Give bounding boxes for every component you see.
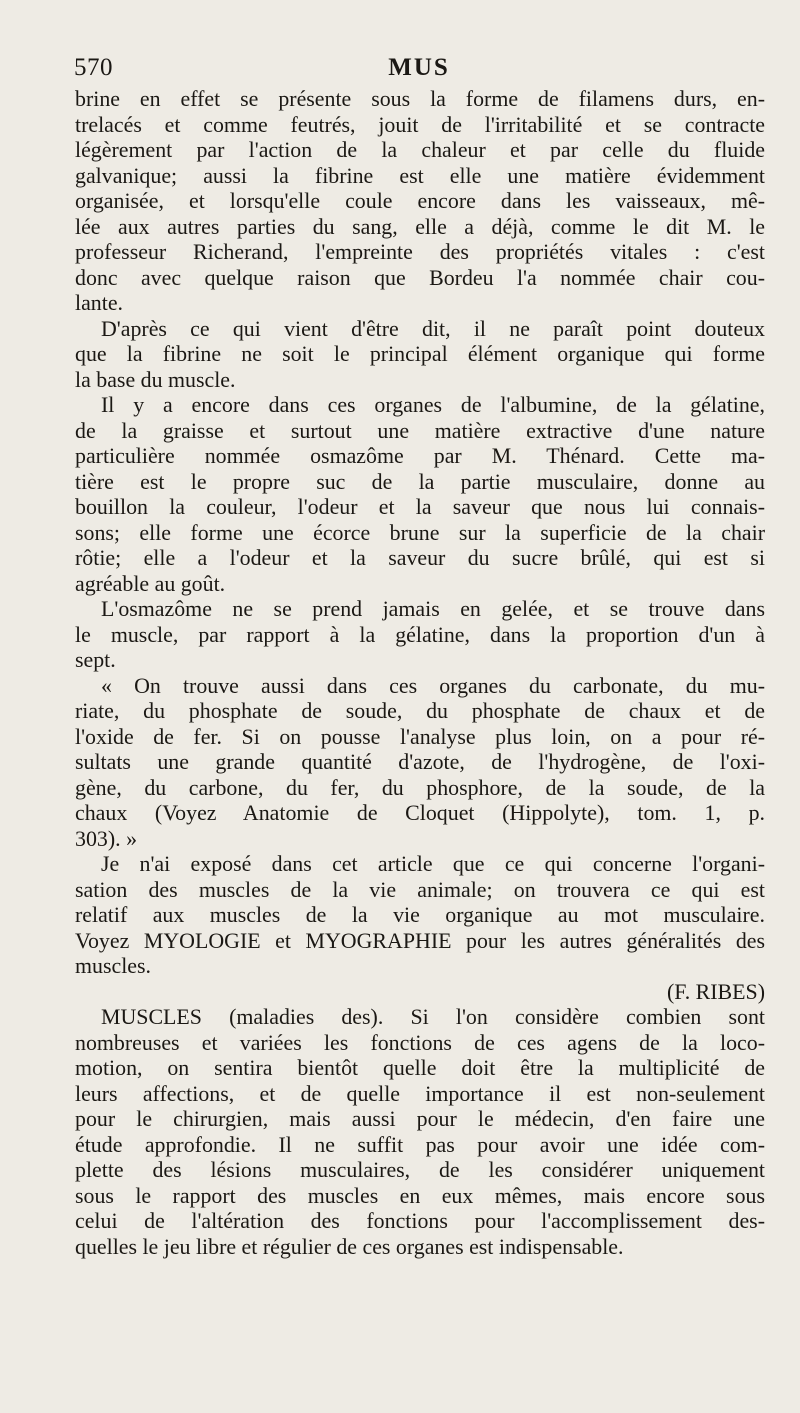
text-line: MUSCLES (maladies des). Si l'on considère combien sont: [101, 1004, 765, 1029]
text-line: de la graisse et surtout une matière extractive d'une nature: [75, 417, 765, 443]
text-line: « On trouve aussi dans ces organes du carbonate, du mu-: [101, 672, 765, 698]
text-line: sons; elle forme une écorce brune sur la superficie de la chair: [75, 519, 765, 545]
text-line: riate, du phosphate de soude, du phosphate de chaux et de: [75, 698, 765, 723]
text-line: muscles.: [75, 953, 151, 978]
text-line: légèrement par l'action de la chaleur et par celle du fluide: [75, 137, 765, 162]
text-line: quelles le jeu libre et régulier de ces organes est indispensable.: [75, 1233, 624, 1259]
text-line: bouillon la couleur, l'odeur et la saveur que nous lui connais-: [75, 494, 765, 519]
text-line: sultats une grande quantité d'azote, de l'hydrogène, de l'oxi-: [75, 749, 765, 774]
text-line: rôtie; elle a l'odeur et la saveur du sucre brûlé, qui est si: [75, 545, 765, 570]
text-line: lée aux autres parties du sang, elle a déjà, comme le dit M. le: [75, 213, 765, 239]
text-line: motion, on sentira bientôt quelle doit être la multiplicité de: [75, 1055, 765, 1080]
text-line: D'après ce qui vient d'être dit, il ne paraît point douteux: [101, 315, 765, 341]
text-line: l'oxide de fer. Si on pousse l'analyse plus loin, on a pour ré-: [75, 723, 765, 749]
text-line: leurs affections, et de quelle importance il est non-seulement: [75, 1080, 765, 1106]
text-line: lante.: [75, 290, 124, 315]
text-line: sous le rapport des muscles en eux mêmes, mais encore sous: [75, 1182, 765, 1208]
text-line: professeur Richerand, l'empreinte des propriétés vitales : c'est: [75, 239, 765, 264]
text-line: tière est le propre suc de la partie musculaire, donne au: [75, 468, 765, 494]
page-number: 570: [74, 54, 113, 81]
page-header: [74, 50, 764, 84]
text-line: le muscle, par rapport à la gélatine, dans la proportion d'un à: [75, 621, 765, 647]
text-line: (F. RIBES): [667, 978, 765, 1004]
text-line: sation des muscles de la vie animale; on trouvera ce qui est: [75, 876, 765, 902]
text-line: relatif aux muscles de la vie organique au mot musculaire.: [75, 902, 765, 927]
text-line: la base du muscle.: [75, 366, 236, 392]
text-line: particulière nommée osmazôme par M. Thénard. Cette ma-: [75, 443, 765, 468]
text-line: étude approfondie. Il ne suffit pas pour avoir une idée com-: [75, 1131, 765, 1157]
text-line: chaux (Voyez Anatomie de Cloquet (Hippolyte), tom. 1, p.: [75, 800, 765, 825]
text-line: agréable au goût.: [75, 570, 226, 596]
text-line: celui de l'altération des fonctions pour l'accomplissement des-: [75, 1208, 765, 1233]
text-line: Voyez MYOLOGIE et MYOGRAPHIE pour les autres généralités des: [75, 927, 765, 953]
running-head: MUS: [388, 54, 450, 81]
text-line: plette des lésions musculaires, de les considérer uniquement: [75, 1157, 765, 1182]
text-line: brine en effet se présente sous la forme de filamens durs, en-: [75, 86, 765, 111]
text-line: que la fibrine ne soit le principal élément organique qui forme: [75, 341, 765, 366]
text-line: organisée, et lorsqu'elle coule encore dans les vaisseaux, mê-: [75, 188, 765, 213]
text-line: pour le chirurgien, mais aussi pour le médecin, d'en faire une: [75, 1106, 765, 1131]
body-text: [75, 86, 765, 1259]
text-line: galvanique; aussi la fibrine est elle une matière évidemment: [75, 162, 765, 188]
text-line: gène, du carbone, du fer, du phosphore, de la soude, de la: [75, 774, 765, 800]
text-line: L'osmazôme ne se prend jamais en gelée, et se trouve dans: [101, 596, 765, 621]
text-line: nombreuses et variées les fonctions de ces agens de la loco-: [75, 1029, 765, 1055]
text-line: Je n'ai exposé dans cet article que ce qui concerne l'organi-: [101, 851, 765, 876]
text-line: Il y a encore dans ces organes de l'albumine, de la gélatine,: [101, 392, 765, 417]
text-line: donc avec quelque raison que Bordeu l'a nommée chair cou-: [75, 264, 765, 290]
text-line: trelacés et comme feutrés, jouit de l'irritabilité et se contracte: [75, 111, 765, 137]
text-line: 303). »: [75, 825, 138, 851]
text-line: sept.: [75, 647, 116, 672]
